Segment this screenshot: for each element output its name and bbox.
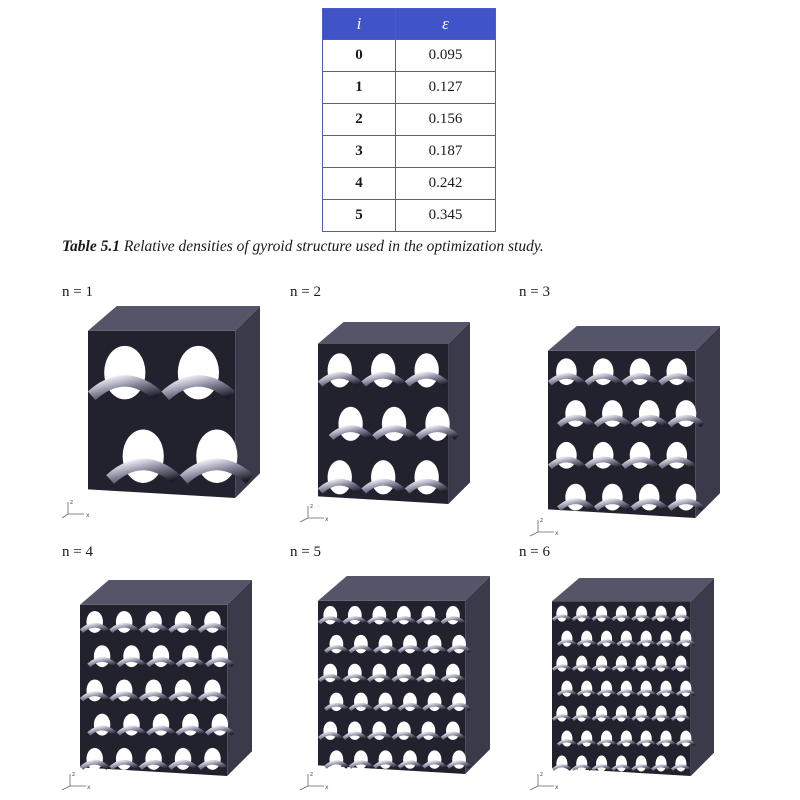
axis-triad-icon [298, 768, 332, 792]
axis-triad-icon [528, 514, 562, 538]
table-row [323, 168, 496, 200]
cell-i: 3 [323, 136, 396, 168]
svg-text:z: z [72, 771, 76, 778]
svg-text:z: z [310, 503, 314, 510]
cell-epsilon: 0.156 [396, 104, 496, 136]
cell-i: 5 [323, 200, 396, 232]
table-row [323, 40, 496, 72]
axis-triad-icon [528, 768, 562, 792]
cell-i: 2 [323, 104, 396, 136]
svg-text:z: z [540, 771, 544, 778]
cell-epsilon: 0.095 [396, 40, 496, 72]
panel-label-n3: n = 3 [519, 284, 550, 300]
svg-text:x: x [555, 530, 559, 537]
svg-text:x: x [325, 784, 329, 791]
table-row [323, 104, 496, 136]
svg-text:z: z [540, 517, 544, 524]
density-table [322, 8, 496, 232]
svg-text:x: x [555, 784, 559, 791]
cell-epsilon: 0.345 [396, 200, 496, 232]
cell-epsilon: 0.187 [396, 136, 496, 168]
caption-label: Table 5.1 [62, 238, 120, 255]
table-row [323, 136, 496, 168]
svg-text:z: z [310, 771, 314, 778]
cell-epsilon: 0.242 [396, 168, 496, 200]
axis-triad-icon [62, 768, 96, 792]
svg-text:z: z [70, 499, 74, 506]
axis-triad-icon [298, 500, 332, 524]
panel-label-n6: n = 6 [519, 544, 550, 560]
table-caption [62, 238, 544, 256]
panel-label-n4: n = 4 [62, 544, 93, 560]
cell-epsilon: 0.127 [396, 72, 496, 104]
gyroid-render-n4 [76, 576, 256, 780]
caption-text: Relative densities of gyroid structure used in the optimization study. [119, 238, 544, 255]
panel-label-n1: n = 1 [62, 284, 93, 300]
header-epsilon: ε [396, 9, 496, 40]
header-i: i [323, 9, 396, 40]
svg-text:x: x [325, 516, 329, 523]
gyroid-render-n6 [548, 574, 718, 780]
cell-i: 0 [323, 40, 396, 72]
gyroid-render-n1 [84, 302, 264, 502]
svg-text:x: x [86, 512, 90, 519]
cell-i: 4 [323, 168, 396, 200]
gyroid-render-n2 [314, 318, 474, 508]
table-row [323, 200, 496, 232]
table-header-row [323, 9, 496, 40]
gyroid-render-n3 [544, 322, 724, 522]
panel-label-n2: n = 2 [290, 284, 321, 300]
svg-text:x: x [87, 784, 91, 791]
gyroid-render-n5 [314, 572, 494, 778]
table-row [323, 72, 496, 104]
axis-triad-icon [62, 496, 96, 520]
cell-i: 1 [323, 72, 396, 104]
panel-label-n5: n = 5 [290, 544, 321, 560]
